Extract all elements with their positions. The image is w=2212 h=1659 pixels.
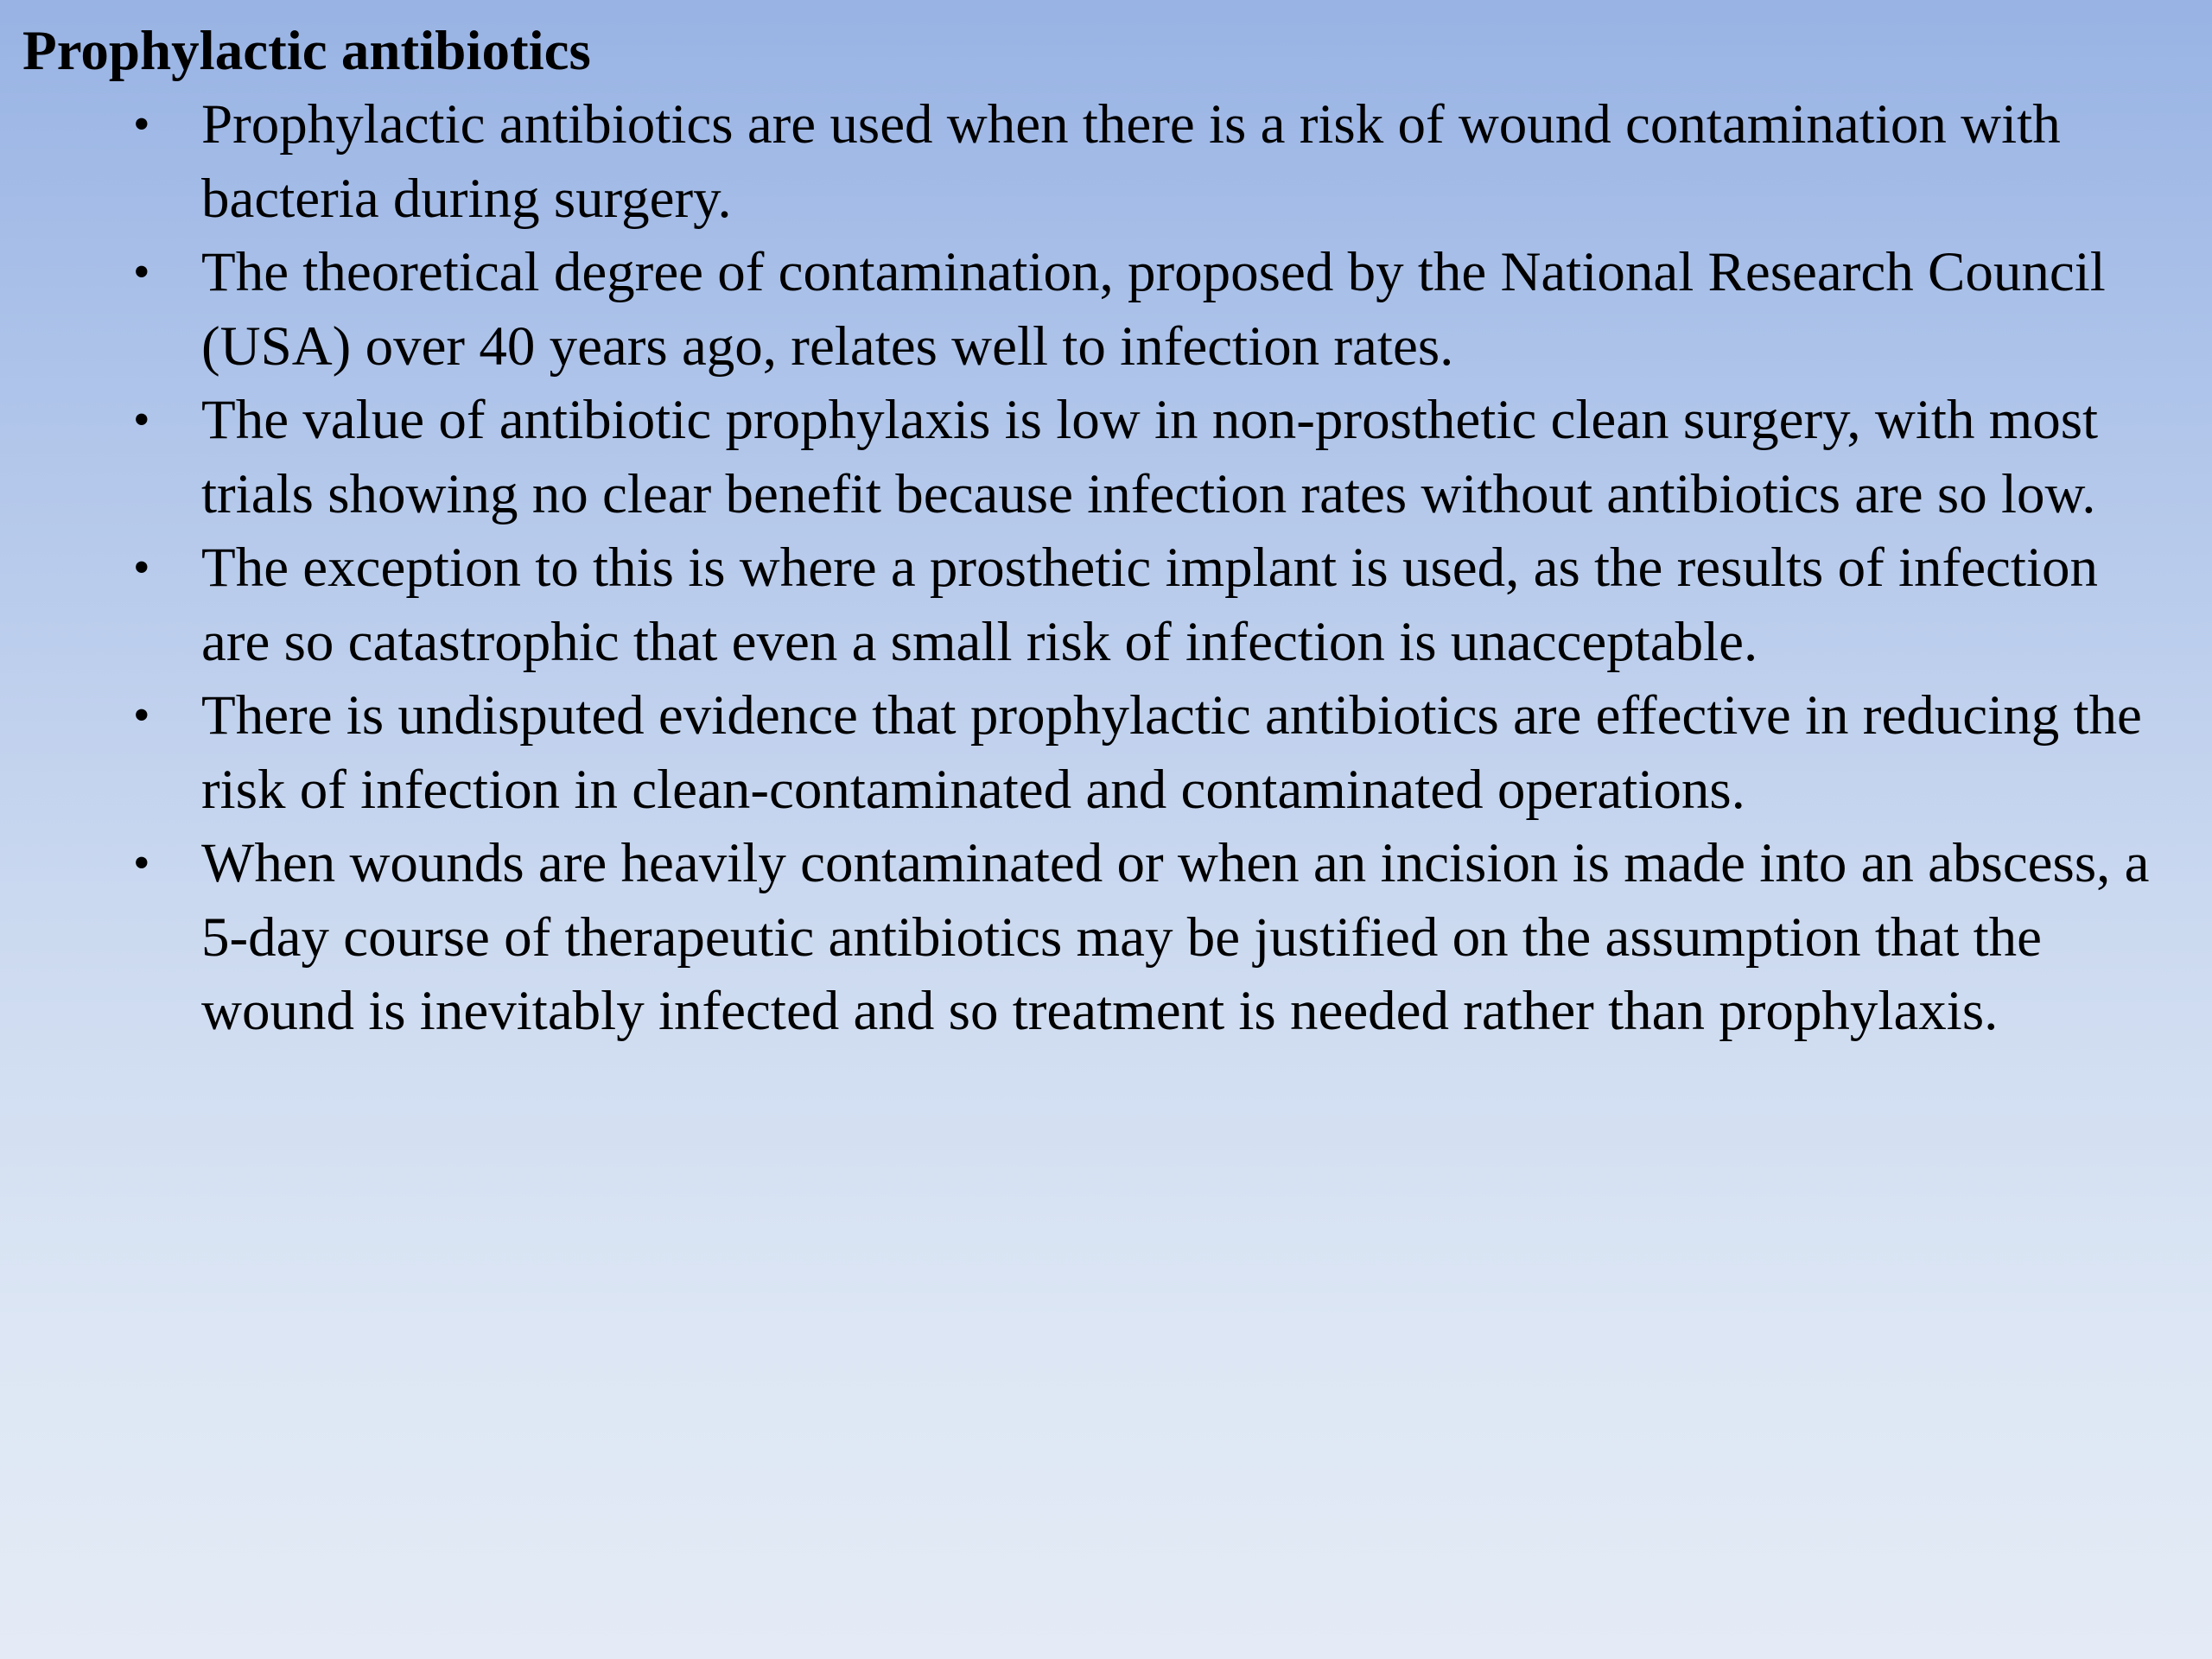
bullet-text: When wounds are heavily contaminated or when an incision is made into an abscess, a 5-day course of therapeutic antibiotics may be justified on the assumption that the wound is inevitably infected and so treatment is needed rather than prophylaxis. [201,832,2150,1042]
bullet-item [0,88,2195,236]
bullet-dot: • [133,836,150,890]
bullet-item [0,827,2195,1049]
bullet-text: There is undisputed evidence that prophylactic antibiotics are effective in reducing the risk of infection in clean-contaminated and contaminated operations. [201,684,2142,821]
bullet-dot: • [133,245,150,299]
bullet-text: The exception to this is where a prosthetic implant is used, as the results of infection are so catastrophic that even a small risk of infection is unacceptable. [201,537,2099,673]
bullet-dot: • [133,393,150,447]
bullet-list [0,88,2195,1049]
bullet-dot: • [133,689,150,742]
bullet-item [0,679,2195,827]
bullet-item [0,384,2195,531]
bullet-text: Prophylactic antibiotics are used when there is a risk of wound contamination with bacteria during surgery. [201,93,2061,230]
bullet-text: The value of antibiotic prophylaxis is low in non-prosthetic clean surgery, with most trials showing no clear benefit because infection rates without antibiotics are so low. [201,389,2099,525]
bullet-item [0,531,2195,679]
bullet-text: The theoretical degree of contamination, proposed by the National Research Council (USA) over 40 years ago, relates well to infection rates. [201,241,2106,378]
bullet-dot: • [133,98,150,151]
bullet-item [0,236,2195,384]
bullet-dot: • [133,541,150,594]
slide-title: Prophylactic antibiotics [22,20,591,82]
